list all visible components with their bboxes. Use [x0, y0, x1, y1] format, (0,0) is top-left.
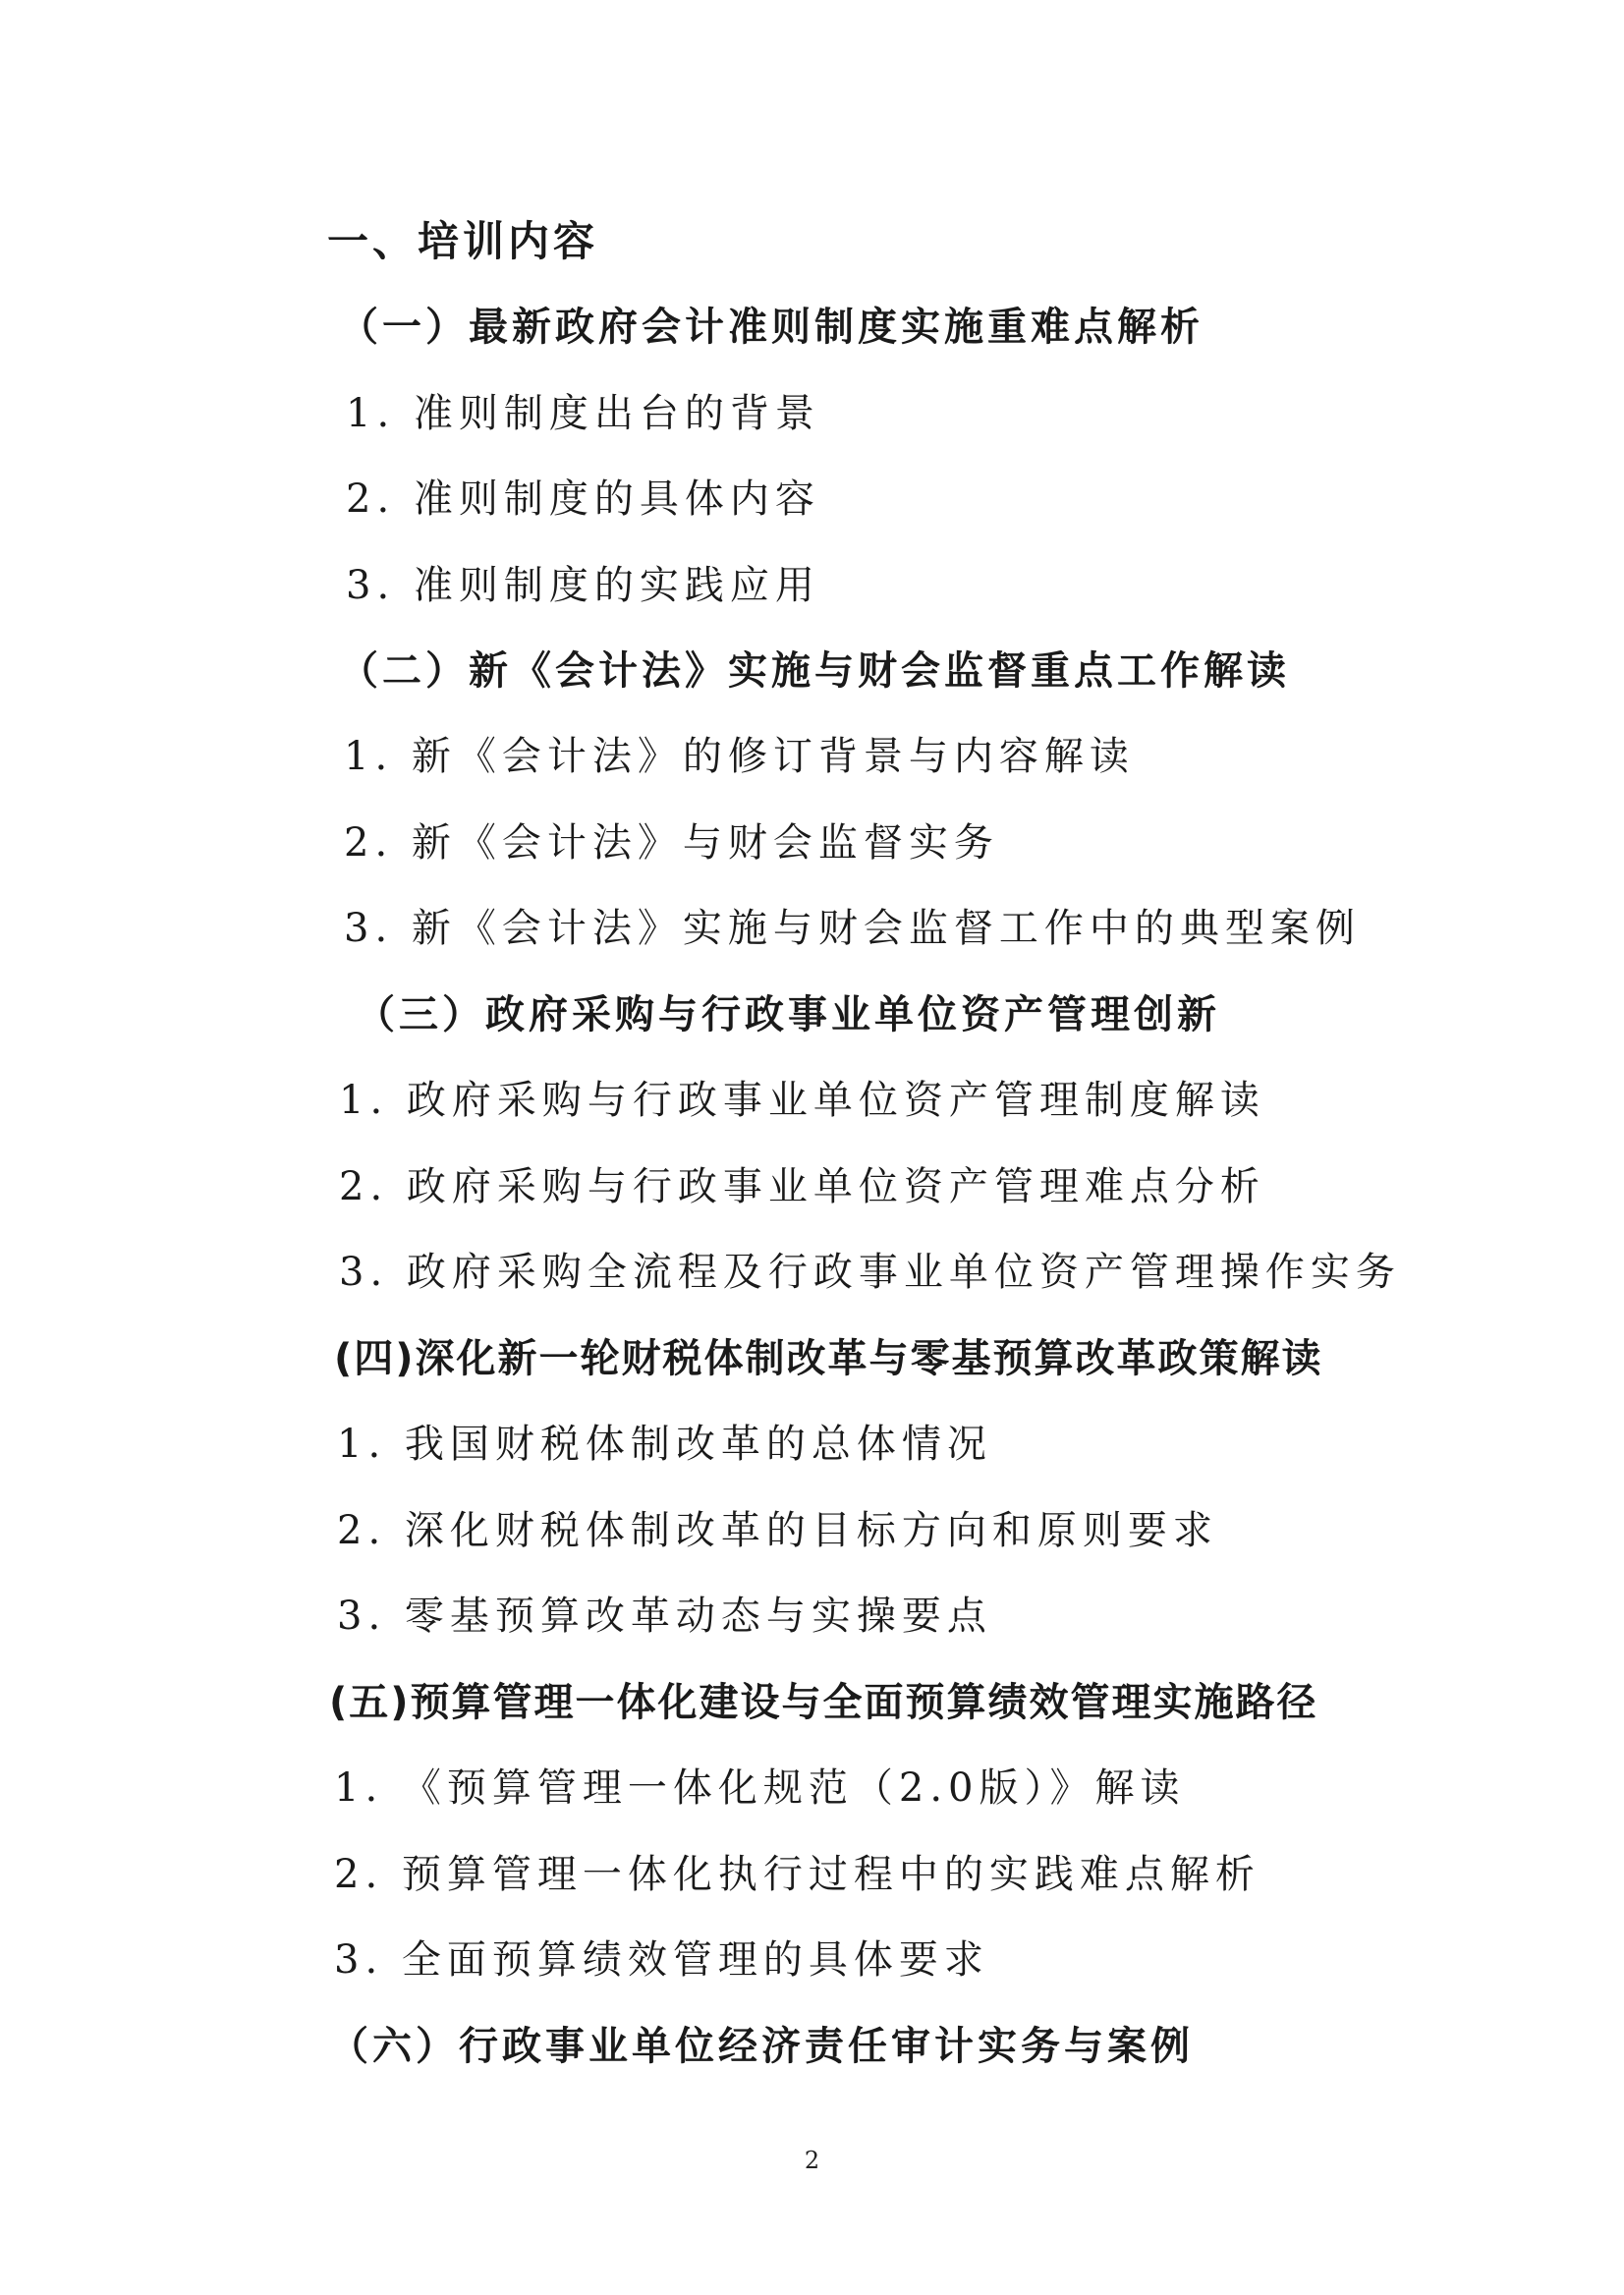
section-heading-3: （三）政府采购与行政事业单位资产管理创新: [356, 992, 1220, 1037]
section-5-item-3: 3. 全面预算绩效管理的具体要求: [334, 1937, 989, 1983]
section-5-item-1: 1. 《预算管理一体化规范（2.0版）》解读: [334, 1765, 1186, 1811]
section-1-item-1: 1. 准则制度出台的背景: [346, 391, 820, 436]
section-4-item-3: 3. 零基预算改革动态与实操要点: [337, 1594, 992, 1639]
section-heading-6: （六）行政事业单位经济责任审计实务与案例: [329, 2024, 1194, 2069]
section-3-item-3: 3. 政府采购全流程及行政事业单位资产管理操作实务: [339, 1250, 1401, 1295]
main-heading: 一、培训内容: [327, 217, 599, 265]
section-heading-2: （二）新《会计法》实施与财会监督重点工作解读: [339, 648, 1290, 694]
section-1-item-3: 3. 准则制度的实践应用: [346, 563, 820, 608]
section-1-item-2: 2. 准则制度的具体内容: [346, 476, 820, 522]
section-3-item-1: 1. 政府采购与行政事业单位资产管理制度解读: [339, 1078, 1265, 1123]
section-4-item-2: 2. 深化财税体制改革的目标方向和原则要求: [337, 1508, 1218, 1553]
section-5-item-2: 2. 预算管理一体化执行过程中的实践难点解析: [334, 1852, 1260, 1897]
section-2-item-2: 2. 新《会计法》与财会监督实务: [344, 820, 999, 866]
section-heading-4: (四)深化新一轮财税体制改革与零基预算改革政策解读: [334, 1336, 1323, 1381]
page-number: 2: [804, 2147, 820, 2174]
section-3-item-2: 2. 政府采购与行政事业单位资产管理难点分析: [339, 1164, 1265, 1209]
section-2-item-3: 3. 新《会计法》实施与财会监督工作中的典型案例: [344, 906, 1361, 951]
section-heading-1: （一）最新政府会计准则制度实施重难点解析: [339, 305, 1204, 350]
section-2-item-1: 1. 新《会计法》的修订背景与内容解读: [344, 734, 1135, 779]
section-heading-5: (五)预算管理一体化建设与全面预算绩效管理实施路径: [329, 1680, 1318, 1725]
section-4-item-1: 1. 我国财税体制改革的总体情况: [337, 1422, 992, 1467]
